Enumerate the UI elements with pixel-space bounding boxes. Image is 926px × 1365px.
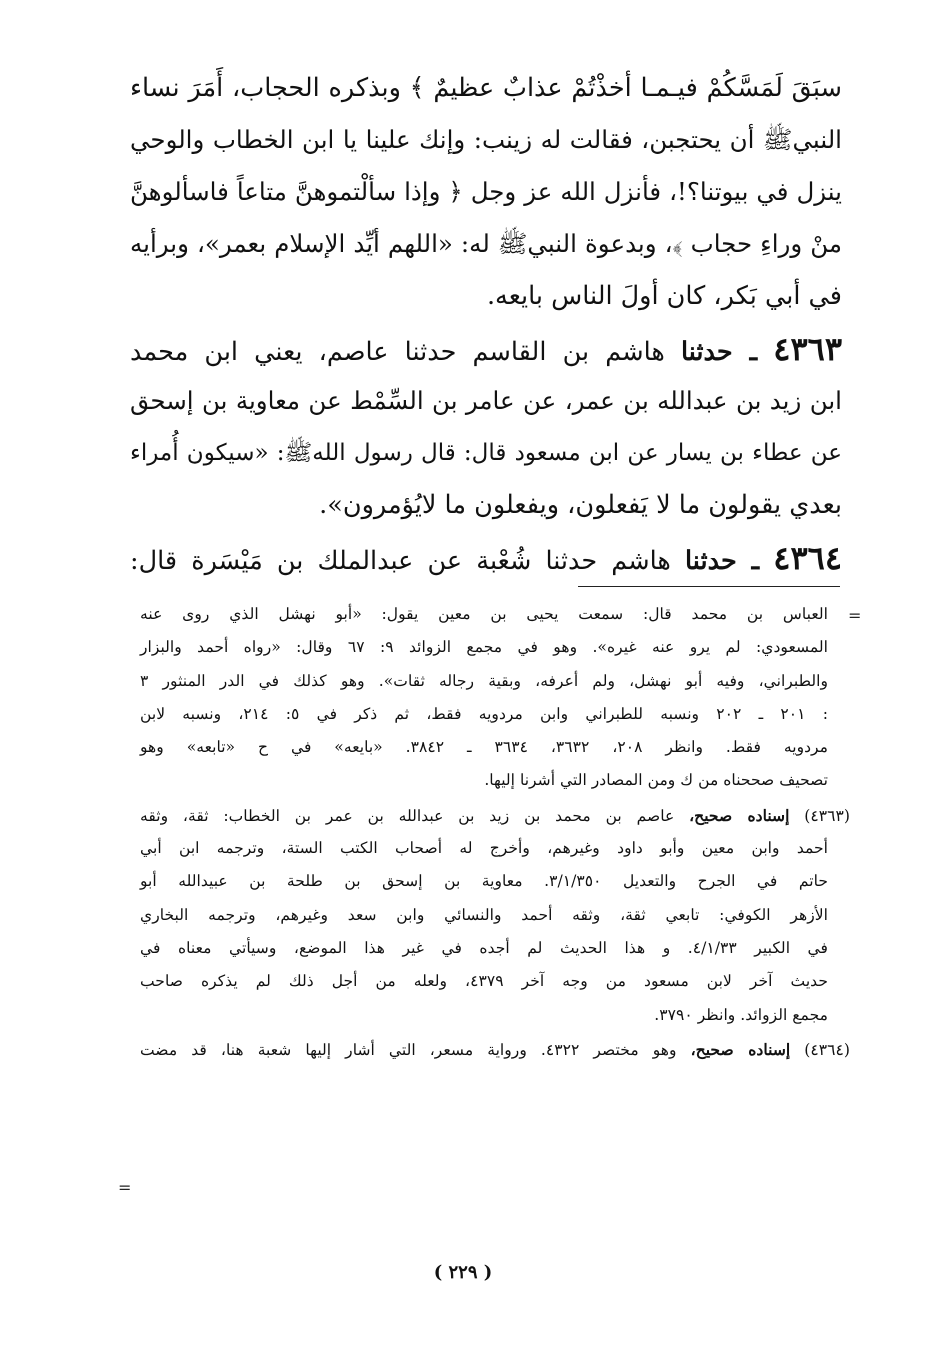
footnote-line: أحمد وابن معين وأبو داود وغيرهم، وأخرج له أصحاب الكتب الستة، وترجمه ابن أبي (140, 839, 828, 858)
hadith-number: ٤٣٦٣ (773, 330, 843, 368)
footnote-text: وهو مختصر ٤٣٢٢. ورواية مسعر، التي أشار إليها شعبة هنا، قد مضت (140, 1040, 677, 1059)
footnote-number: (٤٣٦٣) (804, 806, 850, 825)
hadith-4364 (130, 532, 842, 584)
hadith-text: هاشم بن القاسم حدثنا عاصم، يعني ابن محمد (130, 337, 665, 367)
footnote-keyword: إسناده صحيح، (689, 805, 790, 825)
text-line: ينزل في بيوتنا؟!، فأنزل الله عز وجل ﴿ وإذا سألْتموهنَّ متاعاً فاسألوهنَّ (130, 177, 842, 206)
footnote-separator (578, 586, 840, 587)
hadith-lead: ـ حدثنا (680, 337, 758, 367)
hadith-text: هاشم حدثنا شُعْبة عن عبدالملك بن مَيْسَرة قال: (130, 546, 671, 576)
footnote-text: عاصم بن محمد بن زيد بن عبدالله بن عمر بن الخطاب: ثقة، وثقه (140, 806, 675, 825)
main-text (130, 62, 842, 584)
footnote-line: العباس بن محمد قال: سمعت يحيى بن معين يقول: «أبو نهشل الذي روى عنه (140, 605, 828, 623)
footnote-line: مردويه فقط. وانظر ٢٠٨، ٣٦٣٢، ٣٦٣٤ ـ ٣٨٤٢. «بايعه» في ح «تابعه» وهو (140, 738, 829, 757)
page-number: ( ٢٢٩ ) (433, 1262, 493, 1283)
footnote-line: المسعودي: لم يرو عنه غيره». وهو في مجمع الزوائد ٩: ٦٧ وقال: «رواه أحمد والبزار (140, 638, 829, 657)
hadith-number: ٤٣٦٤ (773, 539, 843, 577)
footnote-line: حاتم في الجرح والتعديل ٣/١/٣٥٠. معاوية بن إسحق بن طلحة بن عبيدالله أبو (140, 872, 828, 891)
text-line: في أبي بَكر، كان أولَ الناس بايعه. (486, 281, 842, 311)
text-line: عن عطاء بن يسار عن ابن مسعود قال: قال رسول اللهﷺ: «سيكون أُمراء (130, 440, 842, 466)
footnote-keyword: إسناده صحيح، (690, 1039, 791, 1059)
text-line: منْ وراءِ حجاب ﴾، وبدعوة النبيﷺ له: «اللهم أيِّد الإسلام بعمر»، وبرأيه (130, 229, 842, 258)
text-line (130, 323, 842, 375)
footnote-4364 (140, 1033, 850, 1066)
footnote-4363 (140, 799, 850, 1032)
text-line: سبَقَ لَمَسَّكُمْ فيـمـا أخذْتُمْ عذابٌ عظيمٌ ﴾ وبذكره الحجاب، أَمَرَ نساء (130, 73, 842, 103)
text-line (130, 532, 842, 584)
continuation-mark: = (118, 1178, 132, 1197)
hadith-4363 (130, 323, 842, 531)
footnote-line (140, 1033, 850, 1066)
text-line: بعدي يقولون ما لا يَفعلون، ويفعلون ما لايُؤمرون». (319, 490, 842, 520)
footnote-line: والطبراني، وفيه أبو نهشل، ولم أعرفه، وبقية رجاله ثقات». وهو كذلك في الدر المنثور ٣ (140, 671, 828, 690)
text-line: النبيﷺ أن يحتجبن، فقالت له زينب: وإنك علينا يا ابن الخطاب والوحي (130, 125, 842, 154)
footnote-continued (140, 598, 850, 798)
footnote-line: : ٢٠١ ـ ٢٠٢ ونسبه للطبراني وابن مردويه فقط، ثم ذكر في ٥: ٢١٤، ونسبه لابن (140, 704, 829, 723)
footnote-line: تصحيف صححناه من ك ومن المصادر التي أشرنا إليها. (484, 771, 828, 790)
continuation-paragraph (130, 62, 842, 322)
footnote-line: حديث آخر لابن مسعود من وجه آخر ٤٣٧٩، ولعله من أجل ذلك لم يذكره صاحب (140, 972, 828, 991)
footnote-line: الأزهر الكوفي: تابعي ثقة، وثقه أحمد والنسائي وابن سعد وغيرهم، وترجمه البخاري (140, 905, 828, 924)
footnote-line (140, 799, 850, 832)
footnotes (140, 598, 850, 1067)
footnote-line: في الكبير ٤/١/٣٣. و هذا الحديث لم أجده في غير هذا الموضع، وسيأتي معناه في (140, 938, 829, 957)
footnote-number: (٤٣٦٤) (804, 1040, 850, 1059)
footnote-line: مجمع الزوائد. وانظر ٣٧٩٠. (654, 1005, 828, 1024)
continuation-mark: = (848, 606, 862, 625)
hadith-lead: ـ حدثنا (685, 546, 760, 576)
text-line: ابن زيد بن عبدالله بن عمر، عن عامر بن السِّمْط عن معاوية بن إسحق (130, 386, 842, 415)
